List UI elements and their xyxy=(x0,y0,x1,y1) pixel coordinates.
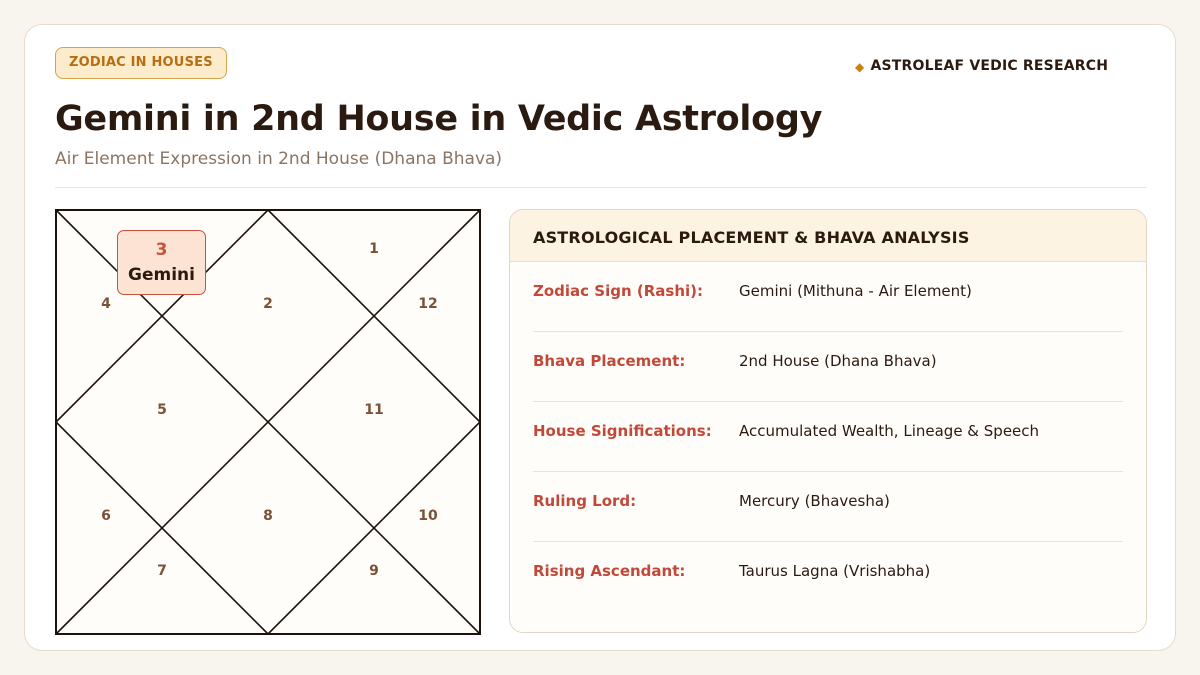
panel-heading: ASTROLOGICAL PLACEMENT & BHAVA ANALYSIS xyxy=(510,210,1146,262)
row-label: House Significations: xyxy=(533,422,712,440)
analysis-row xyxy=(533,262,1123,332)
highlighted-house-number: 3 xyxy=(155,240,168,260)
row-label: Rising Ascendant: xyxy=(533,562,686,580)
analysis-panel xyxy=(509,209,1147,633)
analysis-rows xyxy=(510,262,1146,612)
category-tag[interactable]: ZODIAC IN HOUSES xyxy=(55,47,227,79)
house-9[interactable]: 9 xyxy=(369,563,379,579)
row-value: Taurus Lagna (Vrishabha) xyxy=(739,562,931,580)
content-card xyxy=(24,24,1176,651)
house-7[interactable]: 7 xyxy=(157,563,167,579)
row-value: 2nd House (Dhana Bhava) xyxy=(739,352,937,370)
highlighted-house-3[interactable] xyxy=(117,230,206,295)
analysis-row xyxy=(533,472,1123,542)
brand-text: ASTROLEAF VEDIC RESEARCH xyxy=(870,58,1109,74)
house-5[interactable]: 5 xyxy=(157,402,167,418)
header-divider xyxy=(55,187,1147,188)
highlighted-sign-name: Gemini xyxy=(128,265,195,285)
house-6[interactable]: 6 xyxy=(101,508,111,524)
analysis-row xyxy=(533,332,1123,402)
row-label: Bhava Placement: xyxy=(533,352,686,370)
row-value: Mercury (Bhavesha) xyxy=(739,492,890,510)
brand-label xyxy=(855,58,1108,74)
house-1[interactable]: 1 xyxy=(369,241,379,257)
row-label: Zodiac Sign (Rashi): xyxy=(533,282,704,300)
row-value: Accumulated Wealth, Lineage & Speech xyxy=(739,422,1040,440)
house-12[interactable]: 12 xyxy=(418,296,438,312)
page-title: Gemini in 2nd House in Vedic Astrology xyxy=(55,99,823,139)
house-10[interactable]: 10 xyxy=(418,508,438,524)
analysis-row xyxy=(533,402,1123,472)
house-4[interactable]: 4 xyxy=(101,296,111,312)
house-11[interactable]: 11 xyxy=(364,402,384,418)
house-8[interactable]: 8 xyxy=(263,508,273,524)
north-indian-chart xyxy=(55,209,481,635)
page-subtitle: Air Element Expression in 2nd House (Dhana Bhava) xyxy=(55,149,503,169)
row-label: Ruling Lord: xyxy=(533,492,637,510)
house-2[interactable]: 2 xyxy=(263,296,273,312)
diamond-icon: ◆ xyxy=(855,60,865,74)
analysis-row xyxy=(533,542,1123,612)
row-value: Gemini (Mithuna - Air Element) xyxy=(739,282,972,300)
